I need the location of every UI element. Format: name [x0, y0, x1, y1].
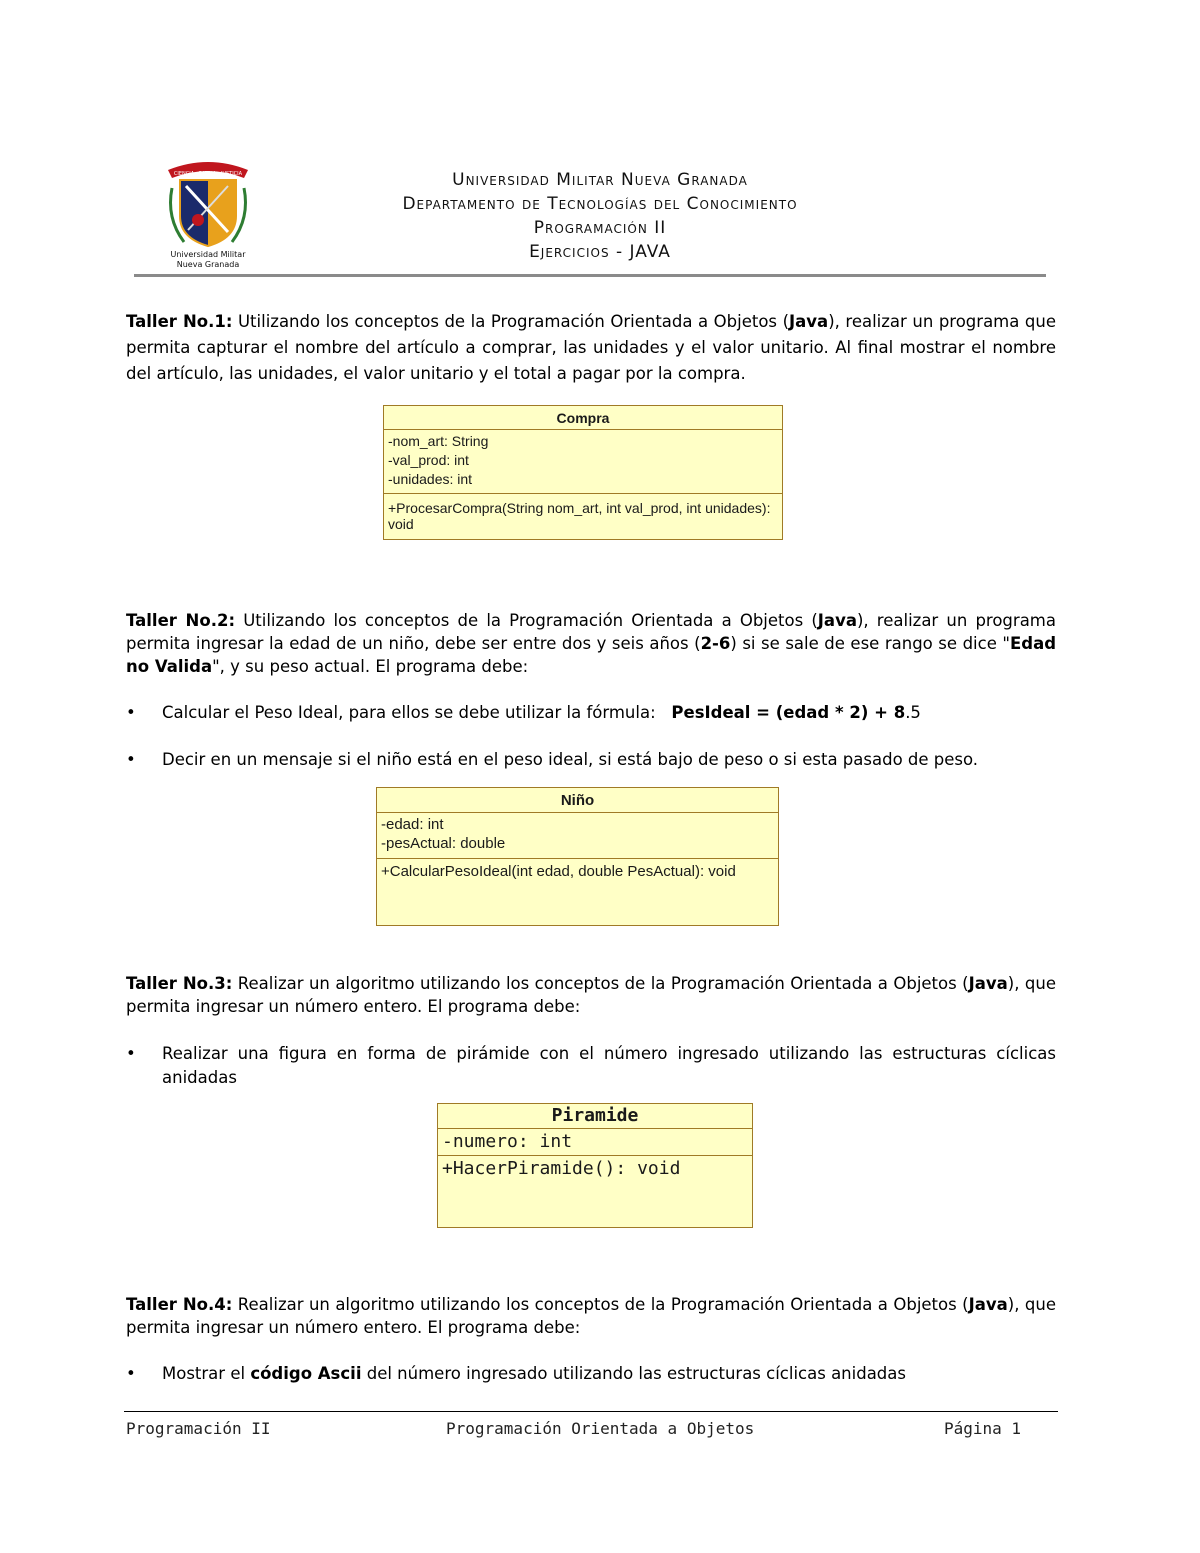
uml-methods: +ProcesarCompra(String nom_art, int val_prod, int unidades): void: [384, 493, 782, 534]
uml-methods: +HacerPiramide(): void: [438, 1155, 752, 1182]
taller4-paragraph: Taller No.4: Realizar un algoritmo utilizando los conceptos de la Programación Orientada a Objetos (Java), que permita ingresar un número entero. El programa debe:: [126, 1295, 1056, 1337]
footer-topic: Programación Orientada a Objetos: [446, 1419, 755, 1438]
course-title: Programación II: [533, 218, 667, 238]
taller4-bullet-1: • Mostrar el código Ascii del número ingresado utilizando las estructuras cíclicas anidadas: [126, 1362, 1056, 1386]
taller1-paragraph: Taller No.1: Utilizando los conceptos de la Programación Orientada a Objetos (Java), realizar un programa que permita capturar el nombre del artículo a comprar, las unidades y el valor unitario. Al final mostrar el nombre del artículo, las unidades, el valor unitario y el total a pagar por la compra.: [126, 312, 1056, 383]
footer-divider: [124, 1411, 1058, 1412]
bullet-icon: •: [126, 1044, 136, 1063]
bullet-icon: •: [126, 1364, 136, 1383]
uml-class-compra: [383, 405, 783, 540]
uml-class-name: Niño: [560, 792, 595, 809]
taller2-bullet-1: • Calcular el Peso Ideal, para ellos se debe utilizar la fórmula: PesIdeal = (edad * 2) + 8.5: [126, 701, 1056, 725]
header-divider: [134, 274, 1046, 277]
taller2-bullet-2: • Decir en un mensaje si el niño está en el peso ideal, si está bajo de peso o si esta pasado de peso.: [126, 748, 1056, 772]
footer-course: Programación II: [126, 1419, 271, 1438]
uml-attributes: -nom_art: String -val_prod: int -unidades: int: [384, 429, 782, 493]
university-title: Universidad Militar Nueva Granada: [452, 170, 748, 190]
department-title: Departamento de Tecnologías del Conocimiento: [402, 194, 798, 214]
bullet-icon: •: [126, 750, 136, 769]
taller3-bullet-1: • Realizar una figura en forma de pirámide con el número ingresado utilizando las estructuras cíclicas anidadas: [126, 1044, 1056, 1087]
svg-text:CIENCIA · PATRIA · JUSTICIA: CIENCIA · PATRIA · JUSTICIA: [173, 171, 243, 177]
footer-page-number: Página 1: [944, 1419, 1022, 1438]
uml-attributes: -numero: int: [438, 1128, 752, 1155]
uml-attributes: -edad: int -pesActual: double: [377, 812, 778, 858]
uml-methods: +CalcularPesoIdeal(int edad, double PesActual): void: [377, 858, 778, 882]
taller2-paragraph: Taller No.2: Utilizando los conceptos de la Programación Orientada a Objetos (Java), realizar un programa permita ingresar la edad de un niño, debe ser entre dos y seis años (2-6) si se sale de ese rango se dice "Edad no Valida", y su peso actual. El programa debe:: [126, 611, 1057, 676]
uml-class-piramide: [437, 1103, 753, 1228]
uml-class-name: Compra: [556, 410, 610, 426]
uml-class-nino: [376, 787, 779, 926]
svg-text:Nueva Granada: Nueva Granada: [176, 260, 240, 269]
exercises-title: Ejercicios - JAVA: [529, 242, 671, 262]
taller3-paragraph: Taller No.3: Realizar un algoritmo utilizando los conceptos de la Programación Orientada a Objetos (Java), que permita ingresar un número entero. El programa debe:: [126, 974, 1056, 1016]
svg-text:Universidad Militar: Universidad Militar: [170, 250, 246, 259]
bullet-icon: •: [126, 703, 136, 722]
uml-class-name: Piramide: [551, 1105, 639, 1126]
